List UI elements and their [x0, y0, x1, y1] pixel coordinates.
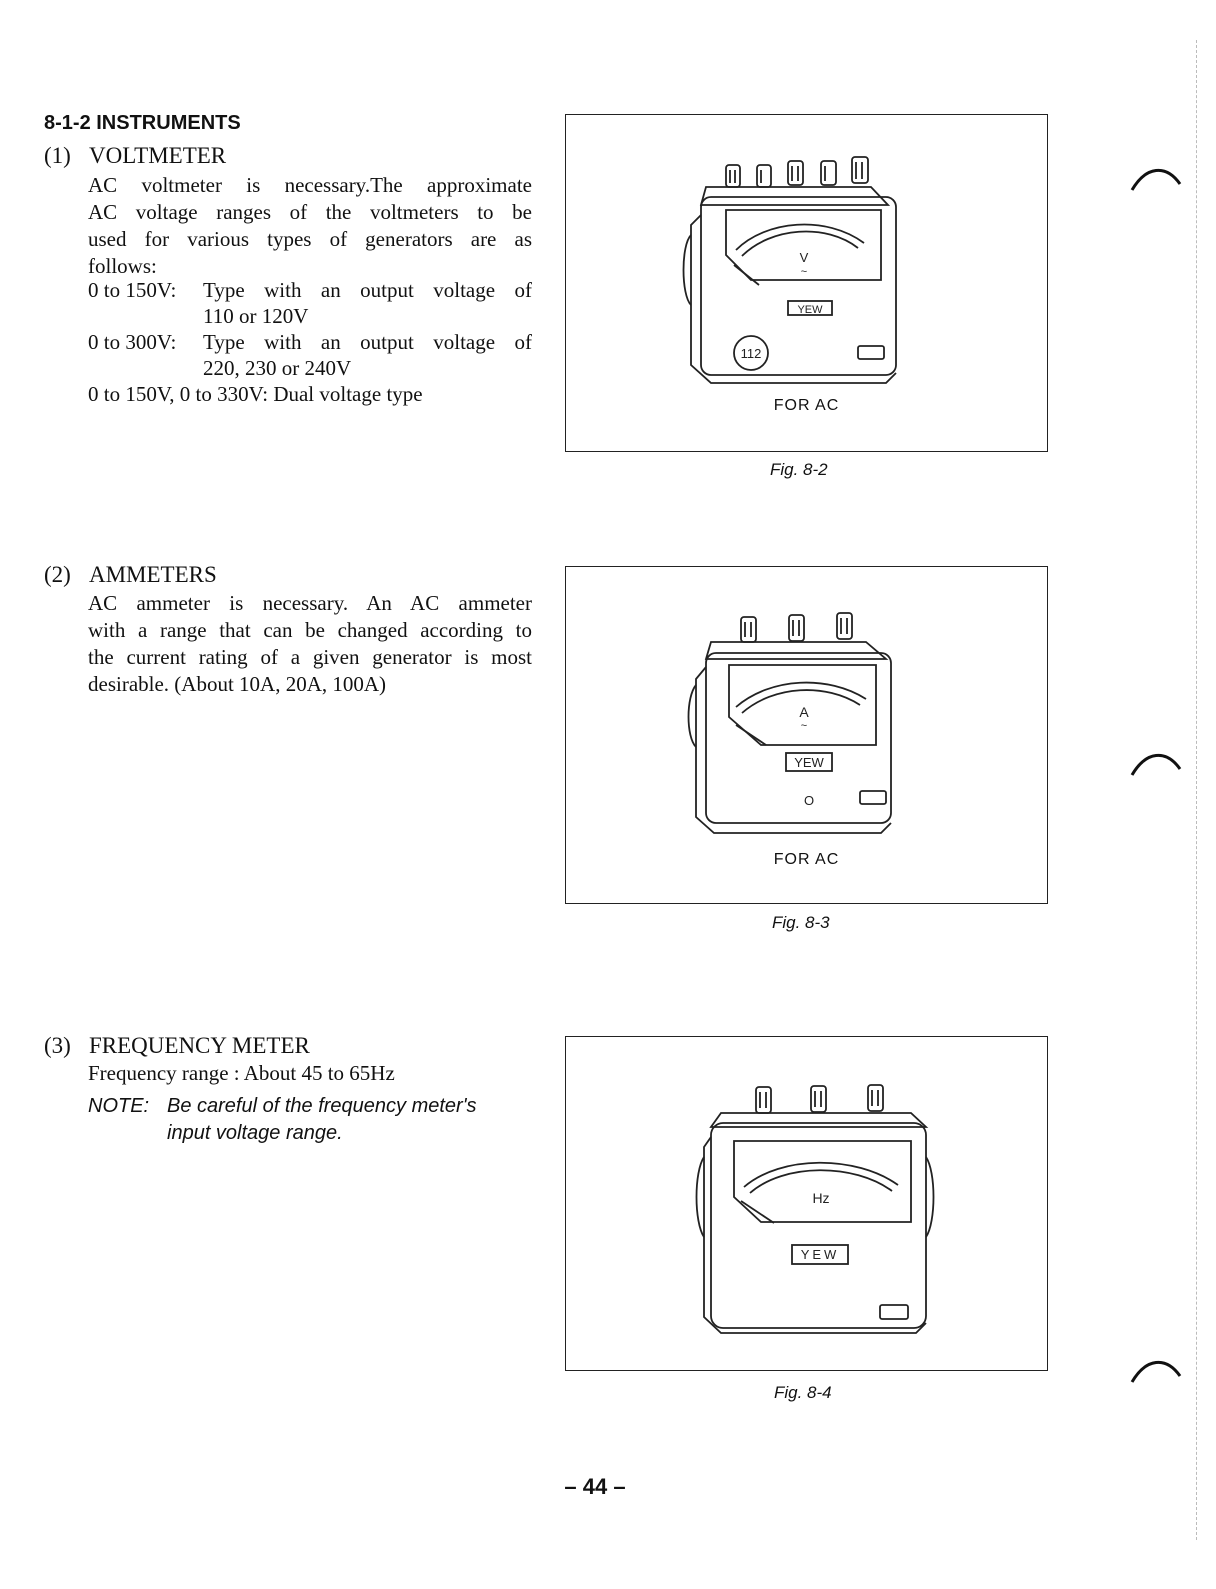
- figure-caption-8-3: Fig. 8-3: [772, 913, 830, 932]
- note-line-1: Be careful of the frequency meter's: [167, 1095, 477, 1117]
- figure-voltmeter: [565, 114, 1048, 452]
- badge-label: 112: [740, 346, 762, 361]
- frequency-title: FREQUENCY METER: [89, 1033, 310, 1058]
- figure-ammeter-label: FOR AC: [773, 851, 840, 868]
- frequency-number: (3): [44, 1033, 71, 1058]
- unit-symbol: Hz: [812, 1190, 830, 1206]
- range-desc-300-values: 220, 230 or 240V: [203, 356, 352, 380]
- terminal-icon: [741, 613, 852, 642]
- ammeters-title: AMMETERS: [89, 562, 217, 587]
- section-heading: 8-1-2 INSTRUMENTS: [44, 112, 241, 134]
- svg-text:~: ~: [800, 720, 808, 732]
- binder-arc-icon: [1128, 1352, 1188, 1402]
- voltmeter-line: AC voltmeter is necessary.The approximate: [88, 173, 532, 197]
- range-label-150: 0 to 150V:: [88, 278, 177, 302]
- figure-ammeter: [565, 566, 1048, 904]
- brand-label: YEW: [800, 1247, 840, 1262]
- unit-symbol: V: [799, 250, 809, 265]
- page-number: – 44 –: [564, 1474, 626, 1499]
- voltmeter-body: [88, 172, 532, 280]
- frequency-meter-illustration: [566, 1037, 1047, 1370]
- brand-label: YEW: [797, 304, 823, 316]
- note-label: NOTE:: [88, 1095, 150, 1117]
- brand-label: YEW: [794, 755, 824, 770]
- range-label-300: 0 to 300V:: [88, 330, 177, 354]
- dual-voltage-line: 0 to 150V, 0 to 330V: Dual voltage type: [88, 382, 423, 406]
- voltmeter-line: follows:: [88, 254, 157, 278]
- figure-caption-8-4: Fig. 8-4: [774, 1383, 832, 1402]
- terminal-icon: [756, 1085, 883, 1113]
- badge-label: O: [803, 793, 815, 808]
- ammeters-line: AC ammeter is necessary. An AC ammeter: [88, 591, 532, 615]
- ammeters-number: (2): [44, 562, 71, 587]
- voltmeter-number: (1): [44, 143, 71, 168]
- range-desc-150: Type with an output voltage of: [203, 278, 532, 302]
- range-desc-300: Type with an output voltage of: [203, 330, 532, 354]
- ammeters-line: the current rating of a given generator is most: [88, 645, 532, 669]
- note-line-2: input voltage range.: [167, 1122, 343, 1144]
- frequency-range: Frequency range : About 45 to 65Hz: [88, 1061, 395, 1085]
- voltmeter-title: VOLTMETER: [89, 143, 227, 168]
- svg-text:~: ~: [800, 266, 808, 278]
- ammeters-body: [88, 590, 532, 698]
- ammeters-line: with a range that can be changed according to: [88, 618, 532, 642]
- unit-symbol: A: [799, 704, 809, 720]
- binder-arc-icon: [1128, 160, 1188, 210]
- voltmeter-line: used for various types of generators are as: [88, 227, 532, 251]
- range-desc-150-values: 110 or 120V: [203, 304, 309, 328]
- terminal-icon: [726, 157, 868, 187]
- figure-voltmeter-label: FOR AC: [773, 397, 840, 414]
- voltmeter-line: AC voltage ranges of the voltmeters to be: [88, 200, 532, 224]
- binder-arc-icon: [1128, 745, 1188, 795]
- figure-frequency-meter: [565, 1036, 1048, 1371]
- ammeters-line: desirable. (About 10A, 20A, 100A): [88, 672, 387, 696]
- figure-caption-8-2: Fig. 8-2: [770, 460, 828, 479]
- scan-edge: [1196, 40, 1198, 1540]
